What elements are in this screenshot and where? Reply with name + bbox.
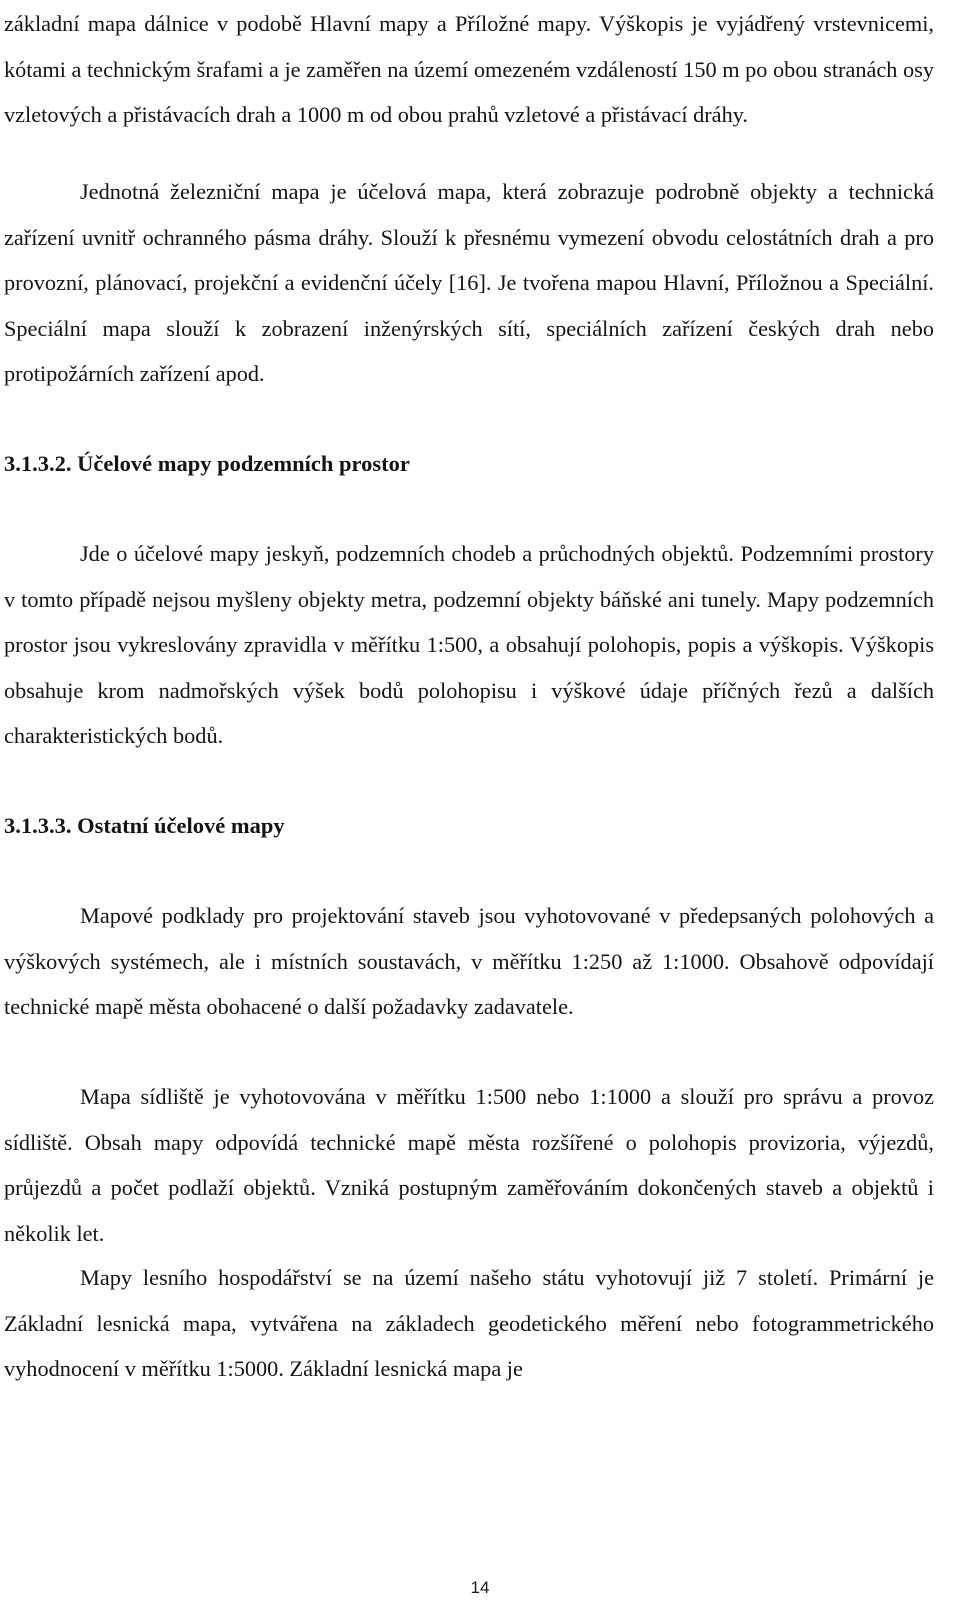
page-number: 14 xyxy=(470,1578,490,1597)
section-heading-other-maps: 3.1.3.3. Ostatní účelové mapy xyxy=(4,813,285,838)
section-heading-underground-maps: 3.1.3.2. Účelové mapy podzemních prostor xyxy=(4,451,410,476)
paragraph-highway-map: základní mapa dálnice v podobě Hlavní mapy a Příložné mapy. Výškopis je vyjádřený vrstevnicemi, kótami a technickým šrafami a je zaměřen na území omezeném vzdáleností 150 m po obou stranách osy vzletových a přistávacích drah a 1000 m od obou prahů vzletové a přistávací dráhy. xyxy=(4,11,934,128)
paragraph-design-documents: Mapové podklady pro projektování staveb jsou vyhotovované v předepsaných polohových a výškových systémech, ale i místních soustavách, v měřítku 1:250 až 1:1000. Obsahově odpovídají technické mapě města obohacené o další požadavky zadavatele. xyxy=(4,903,934,1020)
paragraph-railway-map: Jednotná železniční mapa je účelová mapa, která zobrazuje podrobně objekty a technická zařízení uvnitř ochranného pásma dráhy. Slouží k přesnému vymezení obvodu celostátních drah a pro provozní, plánovací, projekční a evidenční účely [16]. Je tvořena mapou Hlavní, Příložnou a Speciální. Speciální mapa slouží k zobrazení inženýrských sítí, speciálních zařízení českých drah nebo protipožárních zařízení apod. xyxy=(4,179,934,387)
paragraph-housing-estate-map: Mapa sídliště je vyhotovována v měřítku 1:500 nebo 1:1000 a slouží pro správu a provoz sídliště. Obsah mapy odpovídá technické mapě města rozšířené o polohopis provizoria, výjezdů, průjezdů a počet podlaží objektů. Vzniká postupným zaměřováním dokončených staveb a objektů i několik let. xyxy=(4,1084,934,1246)
paragraph-forestry-maps: Mapy lesního hospodářství se na území našeho státu vyhotovují již 7 století. Primární je Základní lesnická mapa, vytvářena na základech geodetického měření nebo fotogrammetrického vyhodnocení v měřítku 1:5000. Základní lesnická mapa je xyxy=(4,1265,934,1382)
paragraph-underground-maps: Jde o účelové mapy jeskyň, podzemních chodeb a průchodných objektů. Podzemními prostory v tomto případě nejsou myšleny objekty metra, podzemní objekty báňské ani tunely. Mapy podzemních prostor jsou vykreslovány zpravidla v měřítku 1:500, a obsahují polohopis, popis a výškopis. Výškopis obsahuje krom nadmořských výšek bodů polohopisu i výškové údaje příčných řezů a dalších charakteristických bodů. xyxy=(4,541,934,749)
